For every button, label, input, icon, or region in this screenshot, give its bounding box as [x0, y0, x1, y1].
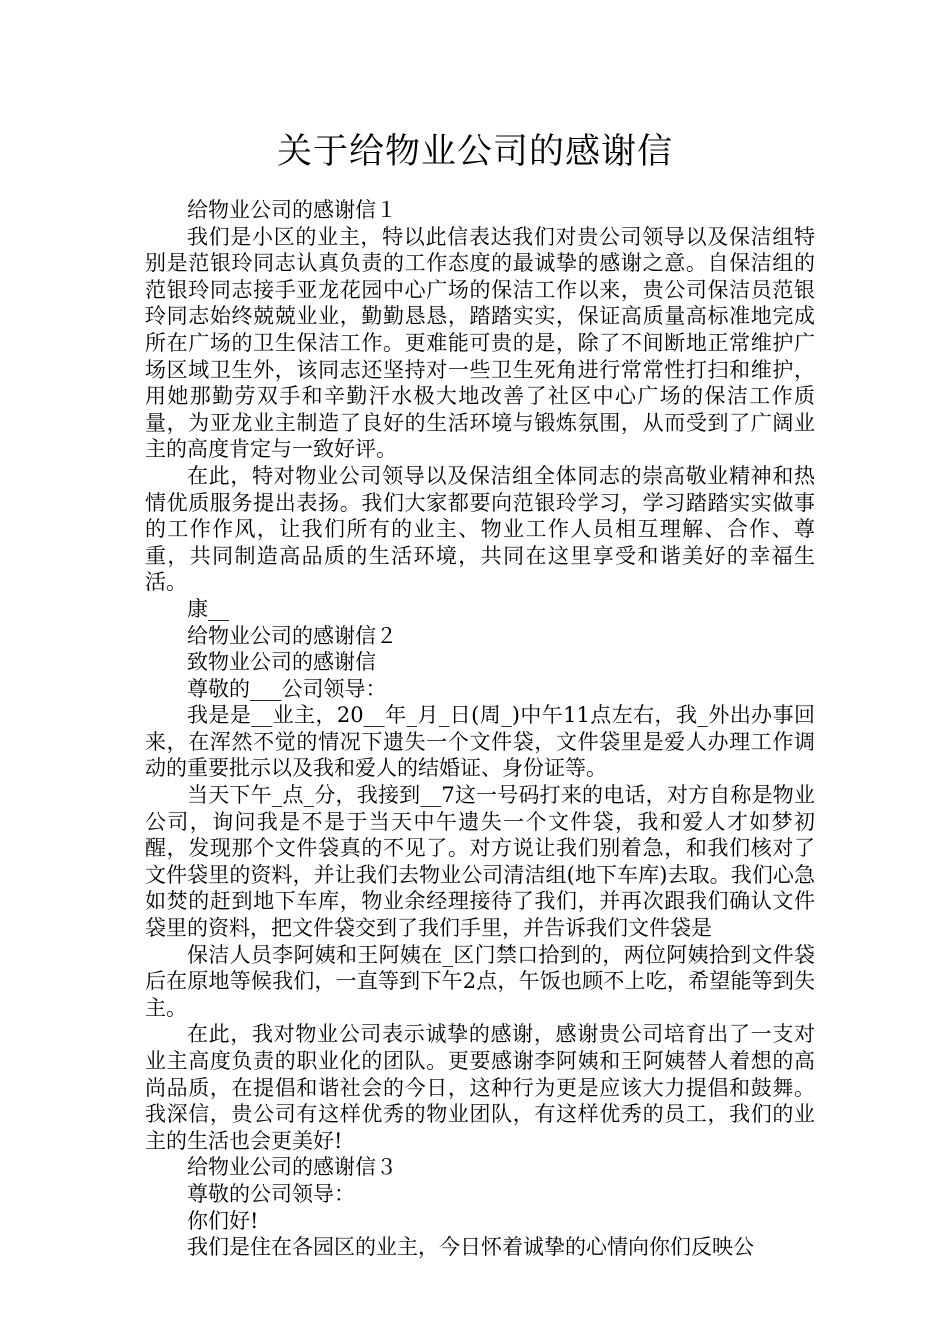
body-line: 你们好! — [187, 1208, 259, 1233]
body-line: 致物业公司的感谢信 — [187, 650, 376, 675]
body-paragraph: 在此，我对物业公司表示诚挚的感谢，感谢贵公司培育出了一支对业主高度负责的职业化的团队。更要感谢李阿姨和王阿姨替人着想的高尚品质，在提倡和谐社会的今日，这种行为更是应该大力提倡和鼓舞。我深信，贵公司有这样优秀的物业团队，有这样优秀的员工，我们的业主的生活也会更美好! — [145, 1022, 815, 1153]
document-title: 关于给物业公司的感谢信 — [276, 132, 673, 172]
body-line: 尊敬的___公司领导： — [187, 676, 387, 701]
body-paragraph: 当天下午_点_分，我接到__7这一号码打来的电话，对方自称是物业公司，询问我是不是于当天中午遗失一个文件袋，我和爱人才如梦初醒，发现那个文件袋真的不见了。对方说让我们别着急，和我们核对了文件袋里的资料，并让我们去物业公司清洁组(地下车库)去取。我们心急如焚的赶到地下车库，物业余经理接待了我们，并再次跟我们确认文件袋里的资料，把文件袋交到了我们手里，并告诉我们文件袋是 — [145, 783, 815, 941]
body-line: 康__ — [187, 596, 229, 621]
body-paragraph: 我们是小区的业主，特以此信表达我们对贵公司领导以及保洁组特别是范银玲同志认真负责的工作态度的最诚挚的感谢之意。自保洁组的范银玲同志接手亚龙花园中心广场的保洁工作以来，贵公司保洁员范银玲同志始终兢兢业业，勤勤恳恳，踏踏实实，保证高质量高标准地完成所在广场的卫生保洁工作。更难能可贵的是，除了不间断地正常维护广场区域卫生外，该同志还坚持对一些卫生死角进行常常性打扫和维护，用她那勤劳双手和辛勤汗水极大地改善了社区中心广场的保洁工作质量，为亚龙业主制造了良好的生活环境与锻炼氛围，从而受到了广阔业主的高度肯定与一致好评。 — [145, 224, 815, 462]
document-body — [145, 197, 815, 1261]
body-line: 给物业公司的感谢信２ — [187, 623, 397, 648]
body-line: 给物业公司的感谢信３ — [187, 1155, 397, 1180]
body-line: 尊敬的公司领导： — [187, 1181, 355, 1206]
body-paragraph: 保洁人员李阿姨和王阿姨在_区门禁口拾到的，两位阿姨拾到文件袋后在原地等候我们，一直等到下午2点，午饭也顾不上吃，希望能等到失主。 — [145, 942, 815, 1020]
body-paragraph: 在此，特对物业公司领导以及保洁组全体同志的崇高敬业精神和热情优质服务提出表扬。我们大家都要向范银玲学习，学习踏踏实实做事的工作作风，让我们所有的业主、物业工作人员相互理解、合作、尊重，共同制造高品质的生活环境，共同在这里享受和谐美好的幸福生活。 — [145, 463, 815, 595]
body-paragraph: 我是是__业主，20__年_月_日(周_)中午11点左右，我_外出办事回来，在浑然不觉的情况下遗失一个文件袋，文件袋里是爱人办理工作调动的重要批示以及我和爱人的结婚证、身份证等。 — [145, 703, 815, 781]
body-line: 给物业公司的感谢信１ — [187, 198, 397, 222]
body-paragraph: 我们是住在各园区的业主，今日怀着诚挚的心情向你们反映公 — [187, 1235, 754, 1260]
